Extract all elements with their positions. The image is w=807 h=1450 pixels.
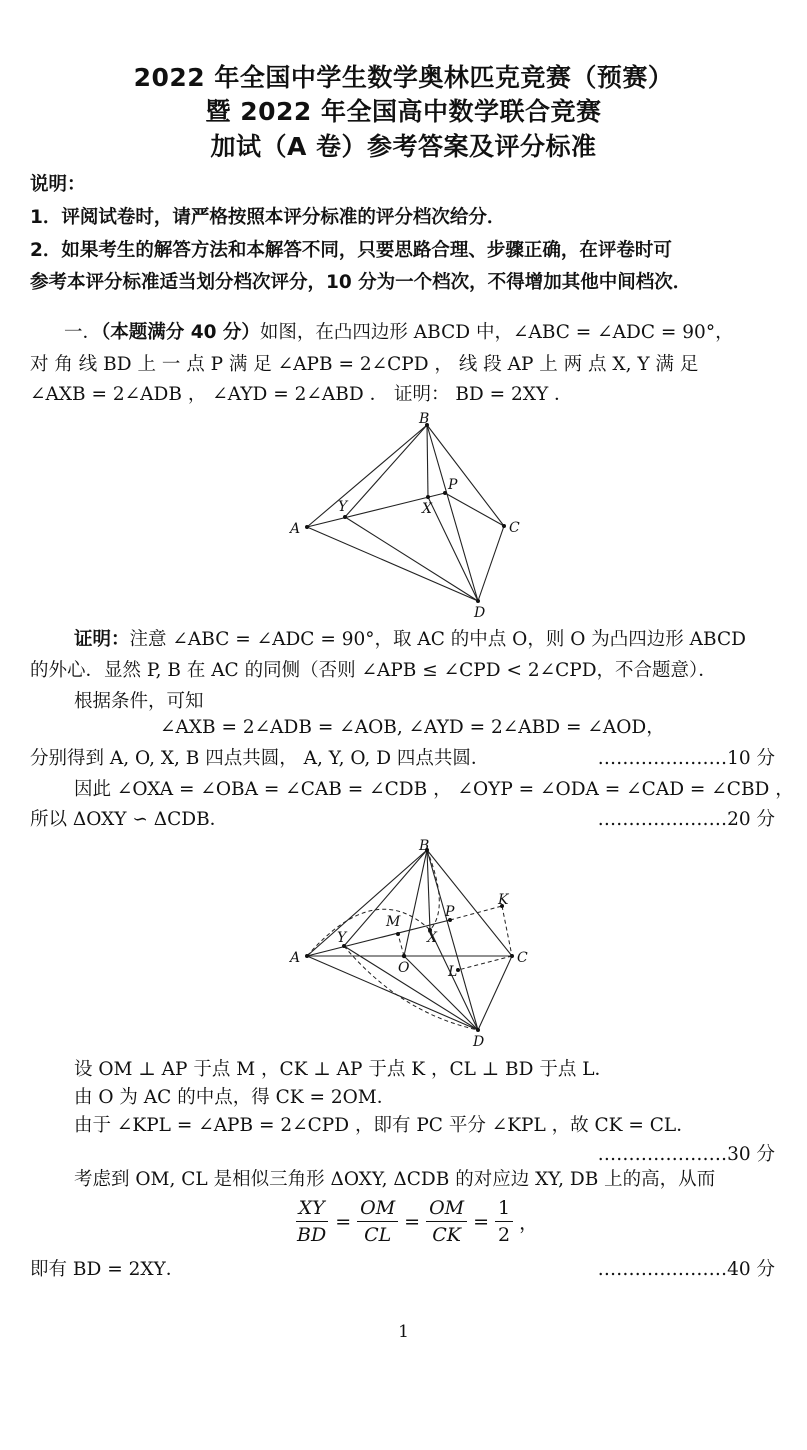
proof2-line-2: 由 O 为 AC 的中点，得 CK = 2OM． [74,1087,396,1108]
fig2-label-m: M [386,914,401,930]
title-line-1: 2022 年全国中学生数学奥林匹克竞赛（预赛） [133,63,674,92]
proof2-line-5: 即有 BD = 2XY． [30,1259,185,1280]
proof-line-4: ∠AXB = 2∠ADB = ∠AOB, ∠AYD = 2∠ABD = ∠AOD， [160,717,665,738]
problem-text-1: 如图，在凸四边形 ABCD 中，∠ABC = ∠ADC = 90°， [259,322,734,343]
proof-line-6: 因此 ∠OXA = ∠OBA = ∠CAB = ∠CDB ， ∠OYP = ∠ODA = ∠CAD = ∠CBD ， [74,779,794,800]
proof-line-5: 分别得到 A, O, X, B 四点共圆， A, Y, O, D 四点共圆． [30,748,490,769]
fig2-label-x: X [427,930,437,946]
fig1-label-d: D [474,605,486,620]
fig2-label-a: A [290,950,301,966]
fig1-label-a: A [290,521,301,537]
fig1-label-x: X [422,501,432,517]
fig1-label-y: Y [338,499,348,515]
fraction-om-cl: $\frac{OM}{CL}$ [357,1195,398,1248]
fig2-label-p: P [445,904,455,920]
note-item-2-line-2: 参考本评分标准适当划分档次评分，10 分为一个档次，不得增加其他中间档次． [30,272,692,293]
score-40: …………………40 分 [597,1259,775,1280]
fig2-label-o: O [398,960,410,976]
fraction-one-half: $\frac{1}{2}$ [495,1195,513,1248]
fig2-label-k: K [498,892,509,908]
ratio-equation: $\frac{XY}{BD}$ = $\frac{OM}{CL}$ = $\frac{OM}{CK}$ = $\frac{1}{2}$ ， [290,1195,540,1248]
proof-label: 证明： [74,629,130,650]
score-10: …………………10 分 [597,748,775,769]
proof-line-7: 所以 ΔOXY ∽ ΔCDB． [30,809,229,830]
figure-2-construction [280,838,540,1048]
proof-line-3: 根据条件，可知 [74,691,204,712]
title-line-2: 暨 2022 年全国高中数学联合竞赛 [205,97,602,126]
proof-line-1 [74,625,746,651]
fig2-label-l: L [448,964,458,980]
fig2-label-b: B [419,838,430,854]
proof2-line-4: 考虑到 OM, CL 是相似三角形 ΔOXY, ΔCDB 的对应边 XY, DB 上的高，从而 [74,1169,716,1190]
page-number: 1 [398,1322,409,1342]
problem-number: 一． [64,322,102,343]
proof-text-1: 注意 ∠ABC = ∠ADC = 90°，取 AC 的中点 O，则 O 为凸四边形 ABCD [129,629,746,650]
fig2-label-c: C [517,950,528,966]
fig1-label-b: B [419,411,430,427]
note-item-2-line-1: 2．如果考生的解答方法和本解答不同，只要思路合理、步骤正确，在评卷时可 [30,240,672,261]
fig2-label-y: Y [337,930,347,946]
proof-line-2: 的外心．显然 P, B 在 AC 的同侧（否则 ∠APB ≤ ∠CPD < 2∠CPD，不合题意）． [30,660,717,681]
proof2-line-1: 设 OM ⊥ AP 于点 M ，CK ⊥ AP 于点 K ，CL ⊥ BD 于点 L． [74,1059,614,1080]
proof2-line-3: 由于 ∠KPL = ∠APB = 2∠CPD ，即有 PC 平分 ∠KPL ，故 CK = CL． [74,1115,695,1136]
title-line-3: 加试（A 卷）参考答案及评分标准 [210,132,597,161]
fig1-label-c: C [509,520,520,536]
fraction-xy-bd: $\frac{XY}{BD}$ [297,1197,327,1246]
problem-line-3: ∠AXB = 2∠ADB ， ∠AYD = 2∠ABD ． 证明： BD = 2XY ． [30,384,573,405]
problem-line-1 [64,318,734,344]
figure-1-quadrilateral [280,405,540,620]
fig1-label-p: P [448,477,458,493]
fig2-label-d: D [473,1034,485,1048]
notes-heading: 说明： [30,174,86,195]
score-20: …………………20 分 [597,809,775,830]
note-item-1: 1．评阅试卷时，请严格按照本评分标准的评分档次给分． [30,207,506,228]
fraction-om-ck: $\frac{OM}{CK}$ [426,1195,467,1248]
problem-points: （本题满分 40 分） [101,322,260,343]
score-30: …………………30 分 [597,1144,775,1165]
problem-line-2: 对 角 线 BD 上 一 点 P 满 足 ∠APB = 2∠CPD ， 线 段 AP 上 两 点 X, Y 满 足 [30,354,699,375]
